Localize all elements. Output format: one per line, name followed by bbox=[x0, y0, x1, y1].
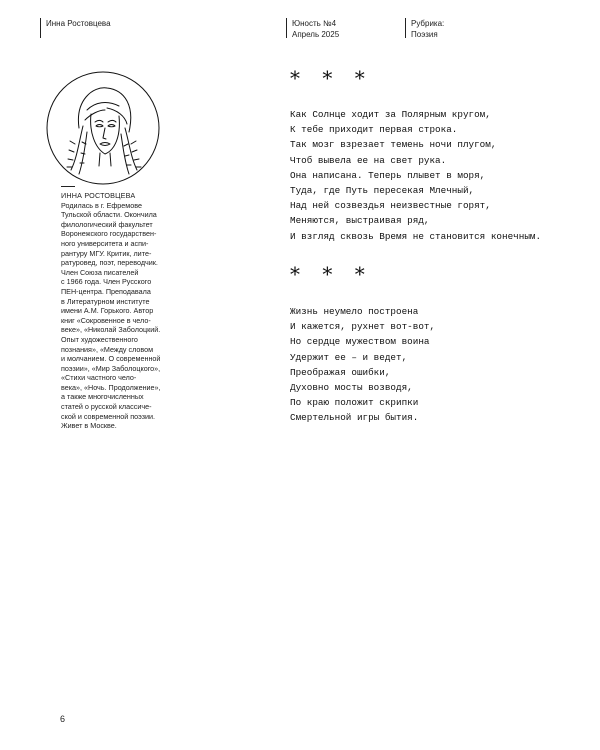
bio-line: имени А.М. Горького. Автор bbox=[61, 306, 154, 316]
bio-line: поэзии», «Мир Заболоцкого», bbox=[61, 363, 161, 373]
bio-divider bbox=[61, 186, 75, 187]
poem-line: Над ней созвездья неизвестные горят, bbox=[290, 200, 491, 212]
bio-line: веке», «Николай Заболоцкий. bbox=[61, 325, 161, 335]
poem-line: Но сердце мужеством воина bbox=[290, 336, 430, 348]
bio-line: ного университета и аспи- bbox=[61, 238, 149, 248]
poem-line: Она написана. Теперь плывет в моря, bbox=[290, 169, 486, 181]
bio-line: Опыт художественного bbox=[61, 334, 138, 344]
bio-line: Член Союза писателей bbox=[61, 267, 139, 277]
header-issue-number: Юность №4 bbox=[292, 19, 337, 28]
bio-line: познания», «Между словом bbox=[61, 344, 154, 354]
author-portrait bbox=[45, 70, 161, 186]
bio-line: Тульской области. Окончила bbox=[61, 210, 157, 220]
bio-line: ратуровед, поэт, переводчик. bbox=[61, 258, 158, 268]
bio-line: статей о русской классиче- bbox=[61, 402, 152, 412]
poem-line: Духовно мосты возводя, bbox=[290, 382, 413, 394]
poem-1-stars: * * * bbox=[290, 66, 373, 90]
header-rubric bbox=[405, 18, 444, 40]
bio-line: ской и современной поэзии. bbox=[61, 411, 156, 421]
author-bio bbox=[61, 186, 165, 431]
header-divider bbox=[40, 18, 41, 38]
poem-line: Жизнь неумело построена bbox=[290, 306, 419, 317]
header-divider bbox=[405, 18, 406, 38]
bio-line: и молчанием. О современной bbox=[61, 354, 161, 364]
poem-line: Удержит ее – и ведет, bbox=[290, 351, 408, 363]
bio-line: рантуру МГУ. Критик, литe- bbox=[61, 248, 152, 258]
bio-line: ПЕН-центра. Преподавала bbox=[61, 286, 151, 296]
poem-line: И кажется, рухнет вот-вот, bbox=[290, 321, 436, 333]
header-author-name: Инна Ростовцева bbox=[46, 19, 111, 28]
bio-line: книг «Сокровенное в чело- bbox=[61, 315, 151, 325]
poem-2 bbox=[290, 304, 435, 426]
bio-line: в Литературном институте bbox=[61, 296, 150, 306]
bio-line: Воронежского государствен- bbox=[61, 229, 157, 239]
header-issue-date: Апрель 2025 bbox=[292, 30, 340, 39]
header-author bbox=[40, 18, 111, 29]
poem-line: Преображая ошибки, bbox=[290, 366, 391, 378]
page-number: 6 bbox=[60, 714, 66, 724]
poem-line: Смертельной игры бытия. bbox=[290, 412, 419, 424]
header-divider bbox=[286, 18, 287, 38]
bio-line: Живет в Москве. bbox=[61, 421, 117, 431]
bio-author-name: ИННА РОСТОВЦЕВА bbox=[61, 191, 136, 200]
poem-line: Меняются, выстраивая ряд, bbox=[290, 215, 430, 227]
poem-line: Так мозг взрезает темень ночи плугом, bbox=[290, 139, 497, 151]
poem-2-stars: * * * bbox=[290, 262, 373, 286]
bio-line: века», «Ночь. Продолжение», bbox=[61, 382, 161, 392]
poem-line: Как Солнце ходит за Полярным кругом, bbox=[290, 109, 491, 120]
bio-line: а также многочисленных bbox=[61, 392, 144, 402]
header-rubric-value: Поэзия bbox=[411, 30, 438, 39]
bio-line: Родилась в г. Ефремове bbox=[61, 200, 142, 210]
bio-line: филологический факультет bbox=[61, 219, 153, 229]
bio-line: с 1966 года. Член Русского bbox=[61, 277, 152, 287]
poem-line: Чтоб вывела ее на свет рука. bbox=[290, 154, 447, 166]
poem-1 bbox=[290, 107, 541, 244]
poem-line: К тебе приходит первая строка. bbox=[290, 124, 458, 136]
bio-line: «Стихи частного чело- bbox=[61, 373, 137, 383]
header-issue bbox=[286, 18, 339, 40]
header-rubric-label: Рубрика: bbox=[411, 19, 445, 28]
poem-line: Туда, где Путь пересекая Млечный, bbox=[290, 185, 475, 197]
poem-line: По краю положит скрипки bbox=[290, 397, 419, 409]
poem-line: И взгляд сквозь Время не становится конечным. bbox=[290, 230, 542, 242]
